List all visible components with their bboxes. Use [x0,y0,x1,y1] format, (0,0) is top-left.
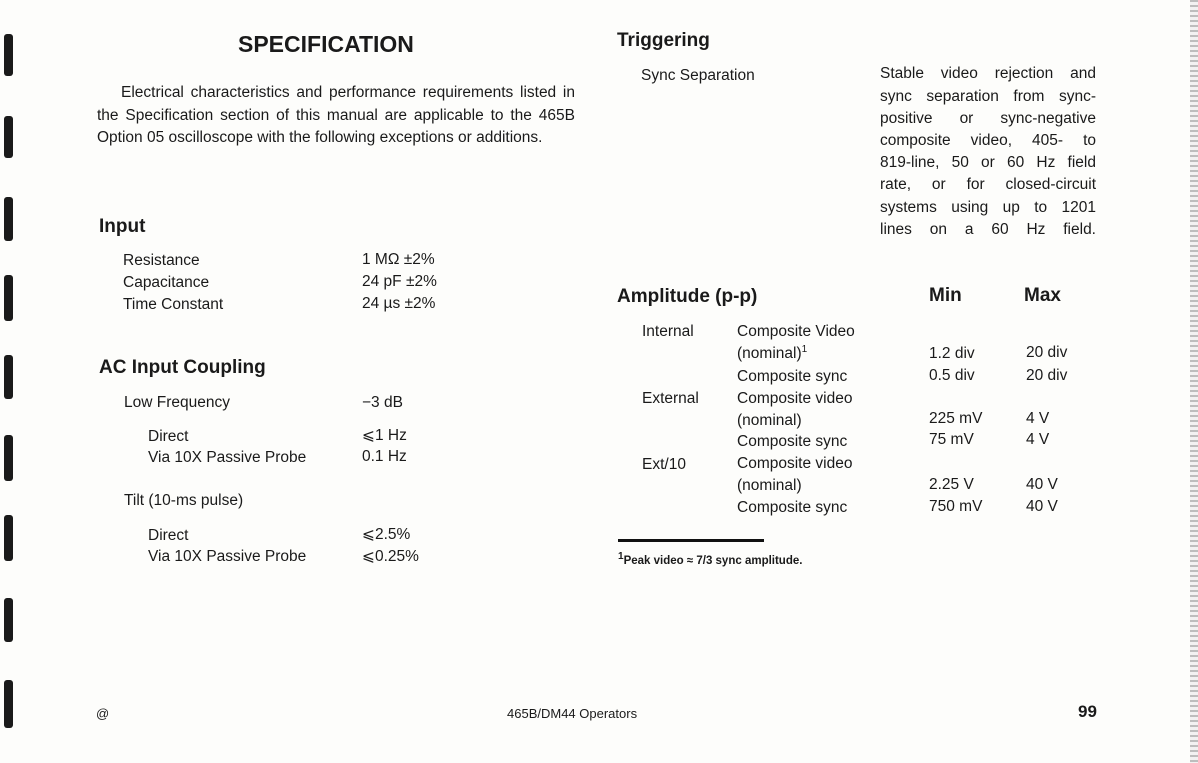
item-label: Composite video [737,390,853,407]
max-value: 4 V [1026,410,1050,427]
source-ext10: Ext/10 [642,456,686,473]
sync-line: Stable video rejection and [880,65,1096,82]
binder-mark [4,355,13,399]
source-external: External [642,390,699,407]
min-value: 225 mV [929,410,983,427]
footer-center: 465B/DM44 Operators [507,706,638,721]
page-number: 99 [1078,702,1097,721]
binder-mark [4,435,13,481]
sync-line: rate, or for closed-circuit [880,176,1096,193]
page-edge [1190,0,1198,763]
footer-left: @ [96,706,110,721]
lf-direct-value: ⩽1 Hz [362,427,407,444]
amplitude-heading: Amplitude (p-p) [617,286,758,307]
item-label: (nominal) [737,412,802,429]
source-internal: Internal [642,323,694,340]
page-title: SPECIFICATION [238,31,414,57]
input-label: Resistance [123,252,200,269]
binder-mark [4,598,13,642]
low-frequency-value: −3 dB [362,394,403,411]
lf-probe-value: 0.1 Hz [362,448,407,465]
binder-mark [4,275,13,321]
max-column-header: Max [1024,285,1061,306]
max-value: 40 V [1026,498,1058,515]
input-heading: Input [99,216,146,237]
input-label: Capacitance [123,274,210,291]
triggering-heading: Triggering [617,30,710,51]
lf-direct-label: Direct [148,428,189,445]
footnote-marker: 1 [618,551,624,562]
intro-paragraph: Electrical characteristics and performance requirements listed in the Specification section of this manual are applicable to the 465B Option 05 oscilloscope with the following exceptions or additions. [97,84,575,146]
binder-mark [4,34,13,76]
sync-line: systems using up to 1201 [880,199,1096,216]
tilt-direct-value: ⩽2.5% [362,526,411,543]
tilt-probe-value: ⩽0.25% [362,548,419,565]
low-frequency-label: Low Frequency [124,394,230,411]
min-column-header: Min [929,285,962,306]
tilt-probe-label: Via 10X Passive Probe [148,548,307,565]
item-label: Composite sync [737,433,848,450]
min-value: 75 mV [929,431,974,448]
footnote-rule [618,539,764,542]
sync-line: lines on a 60 Hz field. [880,221,1096,238]
min-value: 1.2 div [929,345,975,362]
item-label: Composite sync [737,368,848,385]
lf-probe-label: Via 10X Passive Probe [148,449,307,466]
max-value: 20 div [1026,367,1068,384]
min-value: 0.5 div [929,367,975,384]
item-label: Composite video [737,455,853,472]
input-value: 24 µs ±2% [362,295,436,312]
ac-coupling-heading: AC Input Coupling [99,357,266,378]
sync-line: 819-line, 50 or 60 Hz field [880,154,1096,171]
input-value: 24 pF ±2% [362,273,437,290]
min-value: 2.25 V [929,476,974,493]
footnote: $^1$Peak video ≈ 7/3 sync amplitude. [618,551,803,567]
item-label: (nominal)$^1$ [737,344,808,363]
binder-mark [4,116,13,158]
item-label: (nominal) [737,477,802,494]
sync-separation-label: Sync Separation [641,67,755,84]
min-value: 750 mV [929,498,983,515]
sync-line: sync separation from sync- [880,88,1096,105]
footnote-ref: 1 [801,344,808,355]
input-value: 1 MΩ ±2% [362,251,435,268]
item-label: Composite sync [737,499,848,516]
binder-mark [4,515,13,561]
item-label: Composite Video [737,323,855,340]
binder-mark [4,197,13,241]
max-value: 40 V [1026,476,1058,493]
sync-line: composite video, 405- to [880,132,1096,149]
max-value: 4 V [1026,431,1050,448]
tilt-label: Tilt (10-ms pulse) [124,492,244,509]
max-value: 20 div [1026,344,1068,361]
sync-line: positive or sync-negative [880,110,1096,127]
tilt-direct-label: Direct [148,527,189,544]
input-label: Time Constant [123,296,224,313]
binder-mark [4,680,13,728]
